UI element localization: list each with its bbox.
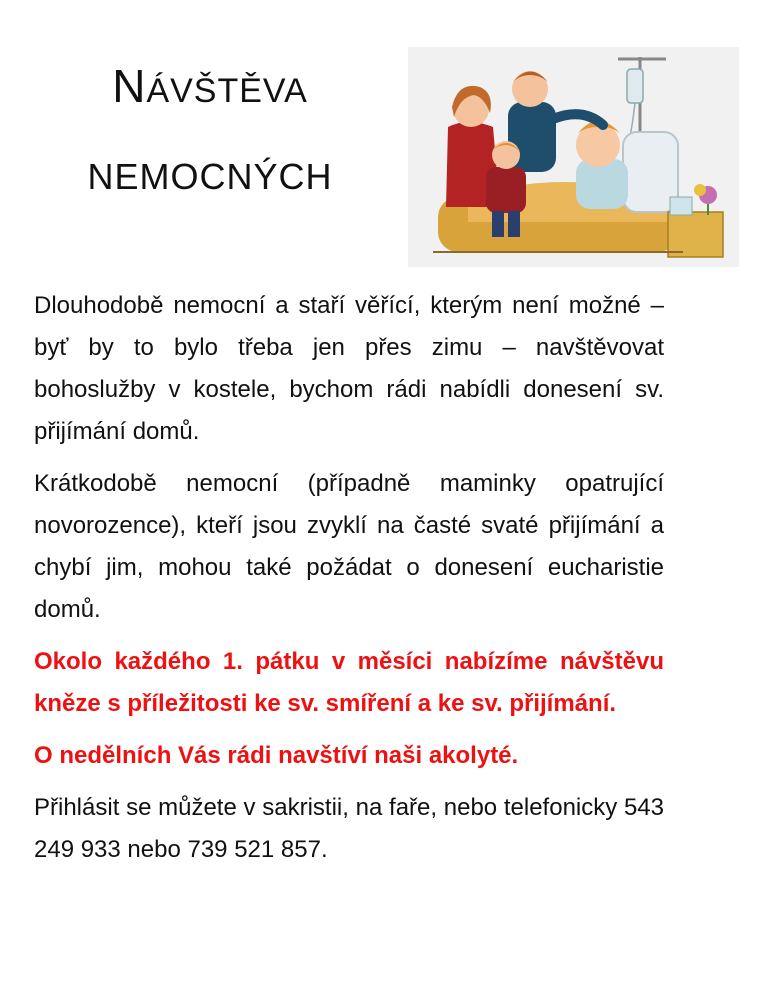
paragraph-short-term-sick: Krátkodobě nemocní (případně maminky opatrující novorozence), kteří jsou zvyklí na časté svaté přijímání a chybí jim, mohou také požádat o donesení eucharistie domů. xyxy=(34,470,664,623)
title-line-2: NEMOCNÝCH xyxy=(87,156,333,197)
page-title xyxy=(30,40,390,205)
paragraph-long-term-sick: Dlouhodobě nemocní a staří věřící, kterým není možné – byť by to bylo třeba jen přes zimu – navštěvovat bohoslužby v kostele, bychom rádi nabídli donesení sv. přijímání domů. xyxy=(34,292,664,445)
title-rest: ÁVŠTĚVA xyxy=(146,72,308,110)
main-content xyxy=(34,285,664,881)
paragraph-first-friday: Okolo každého 1. pátku v měsíci nabízíme návštěvu kněze s příležitosti ke sv. smíření a ke sv. přijímání. xyxy=(34,648,664,717)
title-first-letter: N xyxy=(112,60,147,112)
title-line-1 xyxy=(30,58,390,119)
hospital-visit-illustration xyxy=(408,47,739,267)
paragraph-contact: Přihlásit se můžete v sakristii, na faře, nebo telefonicky 543 249 933 nebo 739 521 857. xyxy=(34,794,664,863)
paragraph-sunday-acolytes: O nedělních Vás rádi navštíví naši akolyté. xyxy=(34,742,519,769)
